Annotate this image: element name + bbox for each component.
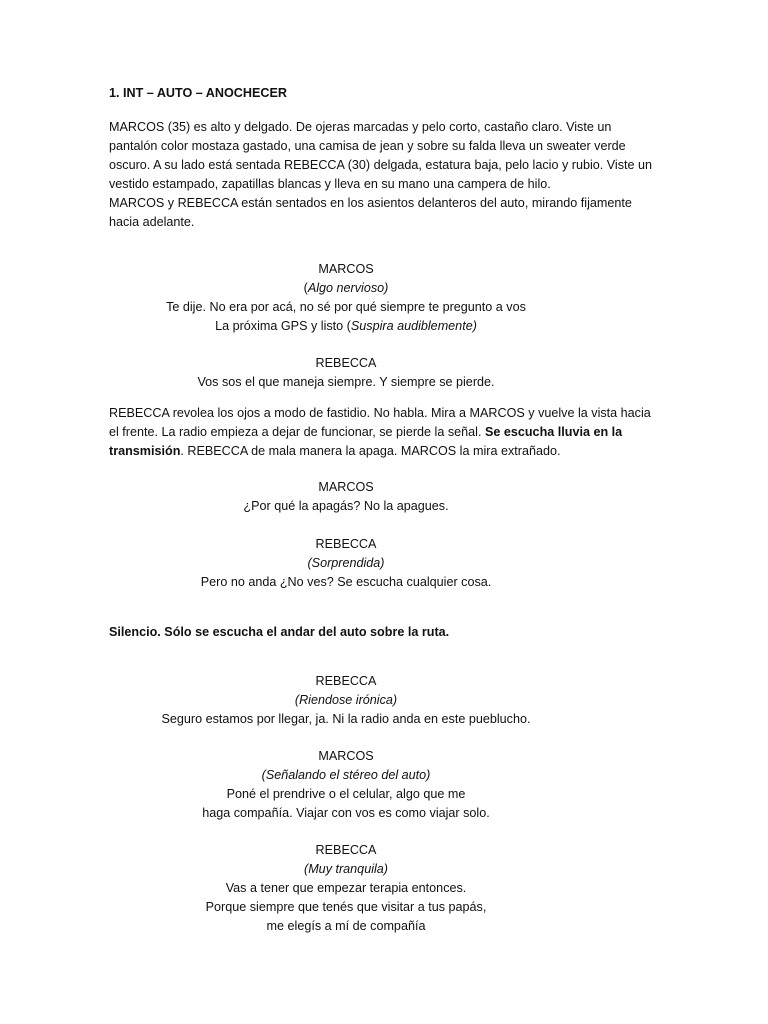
character-name: REBECCA bbox=[315, 537, 377, 551]
dialogue-line: Pero no anda ¿No ves? Se escucha cualquier cosa. bbox=[200, 575, 492, 589]
action-line: pantalón color mostaza gastado, una camisa de jean y sobre su falda lleva un sweater verde bbox=[109, 139, 626, 153]
parenthetical bbox=[40, 279, 652, 298]
parenthetical: (Riendose irónica) bbox=[294, 693, 398, 707]
dialogue-line: Porque siempre que tenés que visitar a tus papás, bbox=[205, 900, 487, 914]
parenthetical-open: ( bbox=[303, 281, 308, 295]
action-line: MARCOS (35) es alto y delgado. De ojeras marcadas y pelo corto, castaño claro. Viste un bbox=[109, 120, 612, 134]
dialogue-line: me elegís a mí de compañía bbox=[266, 919, 426, 933]
action-silence: Silencio. Sólo se escucha el andar del auto sobre la ruta. bbox=[109, 625, 450, 639]
action-line: MARCOS y REBECCA están sentados en los asientos delanteros del auto, mirando fijamente bbox=[109, 196, 632, 210]
dialogue-line bbox=[40, 317, 652, 336]
dialogue-line: haga compañía. Viajar con vos es como viajar solo. bbox=[202, 806, 490, 820]
action-line bbox=[109, 423, 661, 442]
parenthetical-text: Algo nervioso) bbox=[307, 281, 389, 295]
character-name: MARCOS bbox=[318, 262, 374, 276]
dialogue-line: Vos sos el que maneja siempre. Y siempre se pierde. bbox=[197, 375, 495, 389]
parenthetical: (Señalando el stéreo del auto) bbox=[261, 768, 431, 782]
dialogue-text: La próxima GPS y listo ( bbox=[215, 319, 351, 333]
action-bold: Se escucha lluvia en la bbox=[484, 425, 623, 439]
character-name: REBECCA bbox=[315, 843, 377, 857]
action-text: . REBECCA de mala manera la apaga. MARCOS la mira extrañado. bbox=[180, 444, 561, 458]
action-line: REBECCA revolea los ojos a modo de fastidio. No habla. Mira a MARCOS y vuelve la vista hacia bbox=[109, 406, 651, 420]
action-text: el frente. La radio empieza a dejar de funcionar, se pierde la señal. bbox=[109, 425, 485, 439]
character-name: MARCOS bbox=[318, 749, 374, 763]
action-line: vestido estampado, zapatillas blancas y lleva en su mano una campera de hilo. bbox=[109, 177, 551, 191]
character-name: REBECCA bbox=[315, 356, 377, 370]
character-name: MARCOS bbox=[318, 480, 374, 494]
dialogue-line: Vas a tener que empezar terapia entonces. bbox=[225, 881, 467, 895]
scene-heading: 1. INT – AUTO – ANOCHECER bbox=[109, 86, 287, 100]
dialogue-line: ¿Por qué la apagás? No la apagues. bbox=[243, 499, 449, 513]
dialogue-line: Te dije. No era por acá, no sé por qué siempre te pregunto a vos bbox=[166, 300, 526, 314]
action-bold: transmisión bbox=[109, 444, 181, 458]
action-line: oscuro. A su lado está sentada REBECCA (30) delgada, estatura baja, pelo lacio y rubio. Viste un bbox=[109, 158, 653, 172]
parenthetical: (Muy tranquila) bbox=[304, 862, 388, 876]
character-name: REBECCA bbox=[315, 674, 377, 688]
dialogue-italic: Suspira audiblemente) bbox=[350, 319, 477, 333]
dialogue-line: Poné el prendrive o el celular, algo que me bbox=[226, 787, 466, 801]
action-line: hacia adelante. bbox=[109, 215, 195, 229]
dialogue-line: Seguro estamos por llegar, ja. Ni la radio anda en este pueblucho. bbox=[161, 712, 531, 726]
action-line bbox=[109, 442, 661, 461]
parenthetical: (Sorprendida) bbox=[307, 556, 385, 570]
